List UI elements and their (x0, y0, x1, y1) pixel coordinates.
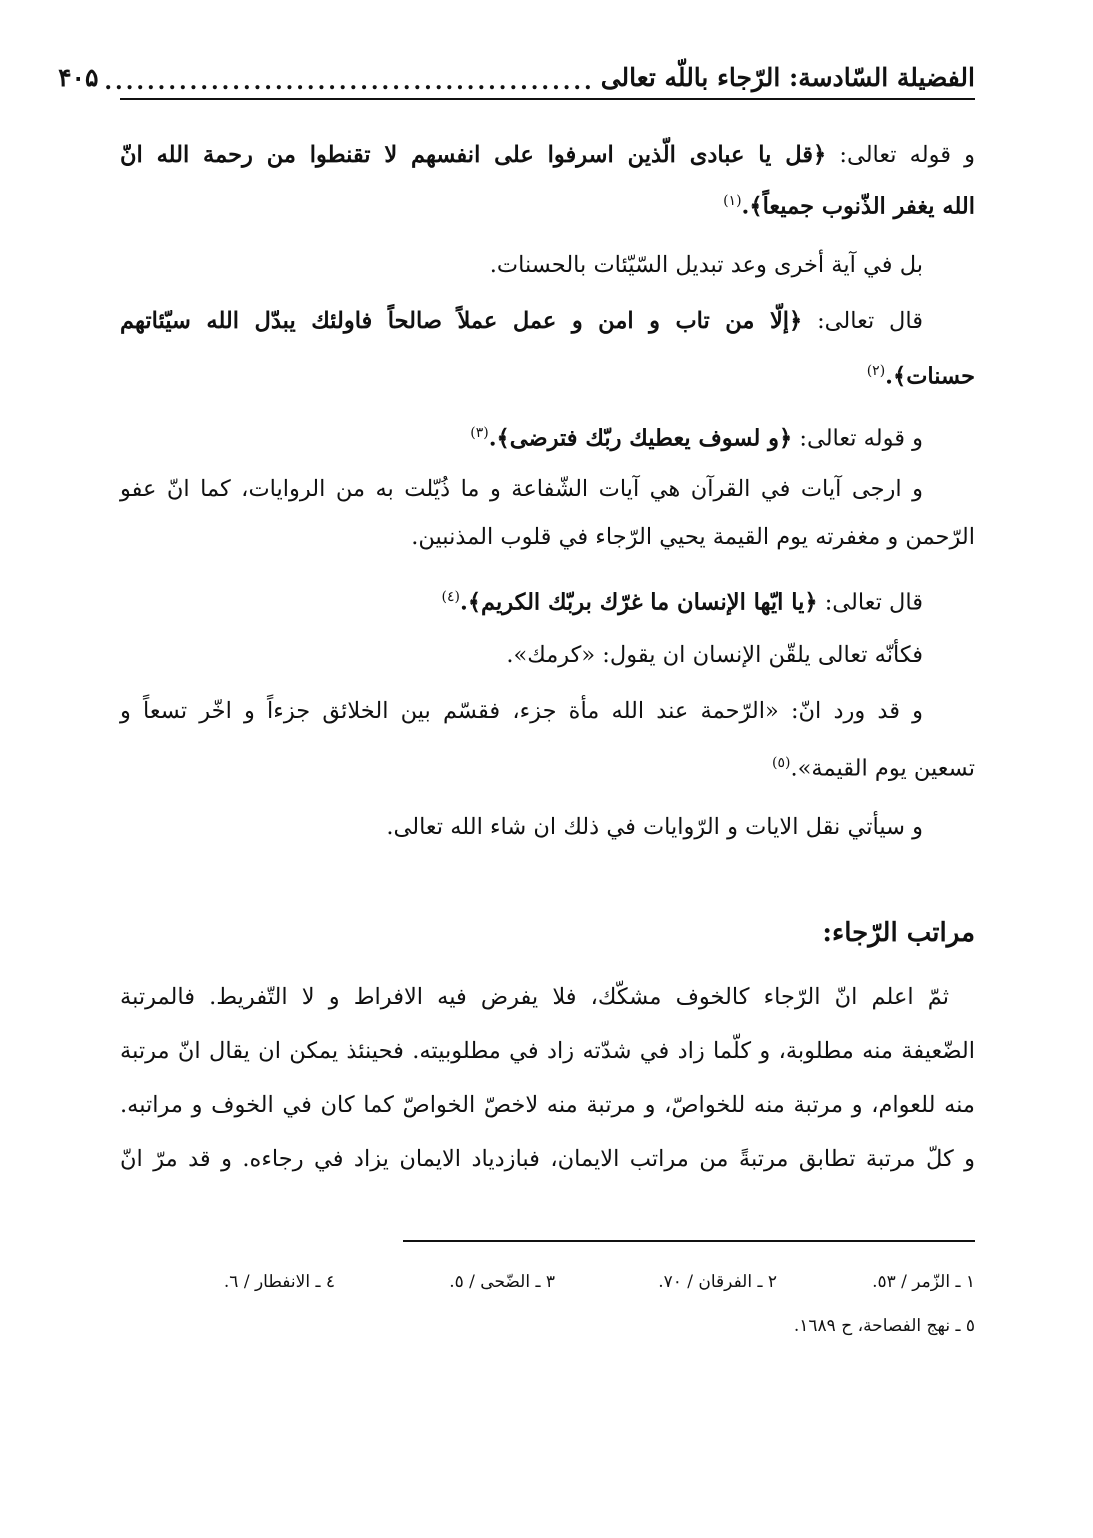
footnote-ref: (٣) (470, 425, 489, 441)
paragraph-text: الضّعيفة منه مطلوبة، و كلّما زاد في شدّته زاد في مطلوبيته. فحينئذ يمكن ان يقال انّ مرتبة (120, 1038, 975, 1064)
text-line (120, 136, 975, 174)
header-leader-dots: .............................................. (104, 69, 595, 95)
verse-intro: قال تعالى: (824, 589, 923, 616)
section-heading: مراتب الرّجاء: (822, 918, 975, 948)
footnote-ref: (٢) (866, 363, 886, 379)
page-number: ۴۰۵ (58, 63, 99, 92)
verse-intro: و قوله تعالى: (839, 142, 975, 168)
text-line (120, 246, 923, 284)
quran-verse: ﴿و لسوف يعطيك ربّك فترضى﴾. (488, 425, 793, 452)
text-line (120, 1086, 975, 1124)
quran-verse: ﴿قل يا عبادى الّذين اسرفوا على انفسهم لا تقنطوا من رحمة الله انّ (120, 142, 827, 168)
paragraph-text: تسعين يوم القيمة». (790, 755, 975, 782)
text-line (120, 302, 923, 340)
paragraph-text: الرّحمن و مغفرته يوم القيمة يحيي الرّجاء في قلوب المذنبين. (411, 524, 975, 550)
footnote-row (120, 1316, 975, 1344)
quran-verse: حسنات﴾. (885, 363, 975, 390)
text-line (120, 808, 923, 846)
paragraph-text: ثمّ اعلم انّ الرّجاء كالخوف مشكّك، فلا يفرض فيه الافراط و لا التّفريط. فالمرتبة (120, 984, 949, 1010)
footnote-row (120, 1272, 975, 1300)
paragraph-text: و كلّ مرتبة تطابق مرتبةً من مراتب الايمان، فبازدياد الايمان يزاد في رجاءه. و قد مرّ انّ (120, 1146, 975, 1172)
text-line (120, 1140, 975, 1178)
footnote-ref: (١) (723, 193, 742, 209)
text-line (120, 692, 923, 730)
text-line (120, 1032, 975, 1070)
footnote-2: ٢ ـ الفرقان / ٧٠. (658, 1272, 777, 1292)
paragraph-text: بل في آية أخرى وعد تبديل السّيّئات بالحسنات. (489, 252, 923, 278)
paragraph-text: و قد ورد انّ: «الرّحمة عند الله مأة جزء، فقسّم بين الخلائق جزءاً و اخّر تسعاً و (120, 698, 923, 724)
book-page (58, 40, 975, 1510)
footnote-1: ١ ـ الزّمر / ٥٣. (872, 1272, 975, 1292)
paragraph-text: منه للعوام، و مرتبة منه للخواصّ، و مرتبة منه لاخصّ الخواصّ كما كان في الخوف و مراتبه. (120, 1092, 975, 1118)
footnote-separator (403, 1240, 975, 1242)
verse-intro: قال تعالى: (817, 308, 924, 334)
text-line (120, 352, 975, 396)
running-header (58, 48, 975, 100)
text-line (120, 470, 923, 508)
quran-verse: ﴿إلّا من تاب و امن و عمل عملاً صالحاً فاولئك يبدّل الله سيّئاتهم (120, 308, 803, 334)
text-line (120, 518, 975, 556)
footnote-5: ٥ ـ نهج الفصاحة، ح ١٦٨٩. (793, 1316, 975, 1336)
quran-verse: ﴿يا ايّها الإنسان ما غرّك بربّك الكريم﴾. (459, 589, 818, 616)
text-line (120, 182, 975, 226)
quran-verse: الله يغفر الذّنوب جميعاً﴾. (741, 193, 975, 220)
footnote-3: ٣ ـ الضّحى / ٥. (449, 1272, 555, 1292)
text-line (120, 578, 923, 622)
text-line (120, 744, 975, 788)
paragraph-text: و ارجى آيات في القرآن هي آيات الشّفاعة و ما ذُيّلت به من الروايات، كما انّ عفو (120, 476, 923, 502)
text-line (120, 414, 923, 458)
paragraph-text: و سيأتي نقل الايات و الرّوايات في ذلك ان شاء الله تعالى. (386, 814, 923, 840)
paragraph-text: فكأنّه تعالى يلقّن الإنسان ان يقول: «كرمك». (506, 642, 923, 668)
footnote-4: ٤ ـ الانفطار / ٦. (223, 1272, 335, 1292)
text-line (120, 978, 949, 1016)
text-line (120, 636, 923, 674)
verse-intro: و قوله تعالى: (799, 425, 923, 452)
header-title: الفضيلة السّادسة: الرّجاء باللّه تعالى (600, 63, 975, 92)
footnote-ref: (٤) (441, 589, 460, 605)
footnote-ref: (٥) (772, 755, 791, 771)
